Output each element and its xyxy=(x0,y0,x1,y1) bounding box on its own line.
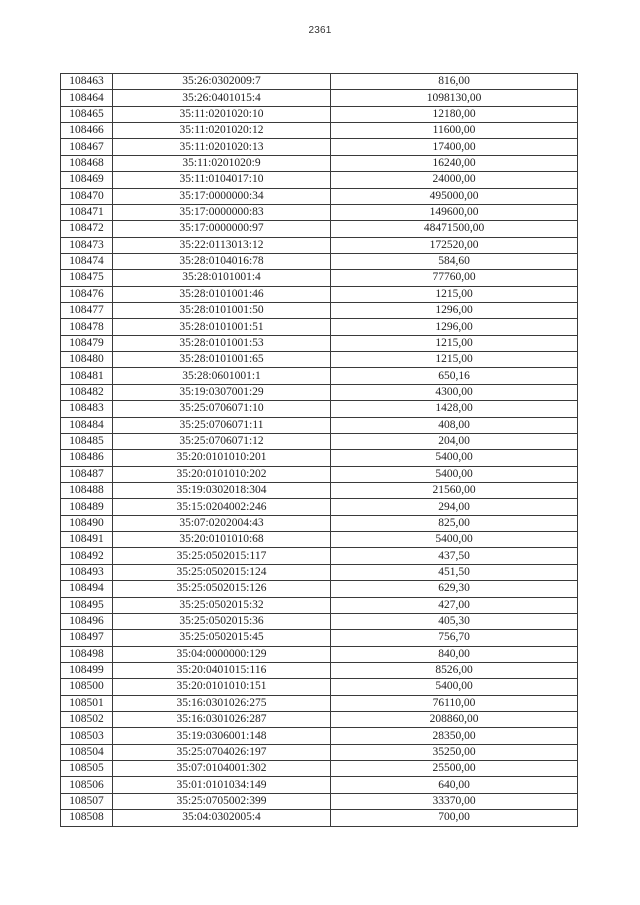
value-cell: 76110,00 xyxy=(331,695,578,711)
table-row xyxy=(61,90,578,106)
row-number-cell: 108471 xyxy=(61,204,113,220)
value-cell: 840,00 xyxy=(331,646,578,662)
value-cell: 408,00 xyxy=(331,417,578,433)
table-row xyxy=(61,646,578,662)
value-cell: 1215,00 xyxy=(331,352,578,368)
value-cell: 35250,00 xyxy=(331,744,578,760)
row-number-cell: 108505 xyxy=(61,761,113,777)
row-number-cell: 108491 xyxy=(61,532,113,548)
table-row xyxy=(61,123,578,139)
value-cell: 5400,00 xyxy=(331,679,578,695)
table-row xyxy=(61,761,578,777)
row-number-cell: 108474 xyxy=(61,253,113,269)
row-number-cell: 108485 xyxy=(61,433,113,449)
row-number-cell: 108469 xyxy=(61,172,113,188)
cadastral-number-cell: 35:25:0502015:117 xyxy=(113,548,331,564)
value-cell: 21560,00 xyxy=(331,482,578,498)
value-cell: 25500,00 xyxy=(331,761,578,777)
cadastral-number-cell: 35:25:0502015:45 xyxy=(113,630,331,646)
value-cell: 437,50 xyxy=(331,548,578,564)
cadastral-number-cell: 35:11:0201020:13 xyxy=(113,139,331,155)
table-row xyxy=(61,597,578,613)
value-cell: 451,50 xyxy=(331,564,578,580)
value-cell: 629,30 xyxy=(331,581,578,597)
value-cell: 1215,00 xyxy=(331,335,578,351)
cadastral-number-cell: 35:11:0201020:9 xyxy=(113,155,331,171)
row-number-cell: 108502 xyxy=(61,712,113,728)
table-row xyxy=(61,155,578,171)
table-row xyxy=(61,237,578,253)
table-row xyxy=(61,728,578,744)
table-row xyxy=(61,532,578,548)
cadastral-number-cell: 35:19:0306001:148 xyxy=(113,728,331,744)
cadastral-number-cell: 35:07:0202004:43 xyxy=(113,515,331,531)
cadastral-number-cell: 35:20:0401015:116 xyxy=(113,662,331,678)
row-number-cell: 108481 xyxy=(61,368,113,384)
cadastral-number-cell: 35:16:0301026:287 xyxy=(113,712,331,728)
table-row xyxy=(61,74,578,90)
cadastral-number-cell: 35:19:0302018:304 xyxy=(113,482,331,498)
value-cell: 816,00 xyxy=(331,74,578,90)
table-row xyxy=(61,810,578,826)
value-cell: 24000,00 xyxy=(331,172,578,188)
table-row xyxy=(61,139,578,155)
value-cell: 1098130,00 xyxy=(331,90,578,106)
value-cell: 5400,00 xyxy=(331,450,578,466)
row-number-cell: 108482 xyxy=(61,384,113,400)
cadastral-number-cell: 35:28:0101001:4 xyxy=(113,270,331,286)
cadastral-number-cell: 35:01:0101034:149 xyxy=(113,777,331,793)
value-cell: 1296,00 xyxy=(331,303,578,319)
value-cell: 4300,00 xyxy=(331,384,578,400)
cadastral-number-cell: 35:17:0000000:34 xyxy=(113,188,331,204)
value-cell: 33370,00 xyxy=(331,793,578,809)
table-row xyxy=(61,204,578,220)
table-row xyxy=(61,581,578,597)
row-number-cell: 108466 xyxy=(61,123,113,139)
table-body xyxy=(61,74,578,827)
value-cell: 172520,00 xyxy=(331,237,578,253)
table-row xyxy=(61,548,578,564)
row-number-cell: 108494 xyxy=(61,581,113,597)
data-table xyxy=(60,73,578,827)
page-number: 2361 xyxy=(308,25,332,36)
cadastral-number-cell: 35:22:0113013:12 xyxy=(113,237,331,253)
cadastral-number-cell: 35:28:0101001:50 xyxy=(113,303,331,319)
table-row xyxy=(61,450,578,466)
row-number-cell: 108467 xyxy=(61,139,113,155)
table-row xyxy=(61,744,578,760)
row-number-cell: 108472 xyxy=(61,221,113,237)
cadastral-number-cell: 35:28:0101001:53 xyxy=(113,335,331,351)
value-cell: 405,30 xyxy=(331,613,578,629)
row-number-cell: 108479 xyxy=(61,335,113,351)
table-row xyxy=(61,172,578,188)
row-number-cell: 108499 xyxy=(61,662,113,678)
table-row xyxy=(61,793,578,809)
row-number-cell: 108496 xyxy=(61,613,113,629)
cadastral-number-cell: 35:28:0601001:1 xyxy=(113,368,331,384)
cadastral-number-cell: 35:25:0502015:126 xyxy=(113,581,331,597)
table-row xyxy=(61,368,578,384)
table-row xyxy=(61,401,578,417)
row-number-cell: 108464 xyxy=(61,90,113,106)
value-cell: 77760,00 xyxy=(331,270,578,286)
value-cell: 1215,00 xyxy=(331,286,578,302)
row-number-cell: 108465 xyxy=(61,106,113,122)
value-cell: 16240,00 xyxy=(331,155,578,171)
row-number-cell: 108489 xyxy=(61,499,113,515)
cadastral-number-cell: 35:15:0204002:246 xyxy=(113,499,331,515)
row-number-cell: 108503 xyxy=(61,728,113,744)
table-row xyxy=(61,515,578,531)
row-number-cell: 108484 xyxy=(61,417,113,433)
value-cell: 495000,00 xyxy=(331,188,578,204)
table-row xyxy=(61,630,578,646)
cadastral-number-cell: 35:25:0502015:124 xyxy=(113,564,331,580)
row-number-cell: 108486 xyxy=(61,450,113,466)
table-row xyxy=(61,777,578,793)
value-cell: 48471500,00 xyxy=(331,221,578,237)
value-cell: 17400,00 xyxy=(331,139,578,155)
value-cell: 8526,00 xyxy=(331,662,578,678)
cadastral-number-cell: 35:20:0101010:202 xyxy=(113,466,331,482)
value-cell: 584,60 xyxy=(331,253,578,269)
row-number-cell: 108507 xyxy=(61,793,113,809)
row-number-cell: 108483 xyxy=(61,401,113,417)
value-cell: 756,70 xyxy=(331,630,578,646)
cadastral-number-cell: 35:25:0706071:12 xyxy=(113,433,331,449)
table-row xyxy=(61,499,578,515)
cadastral-number-cell: 35:20:0101010:201 xyxy=(113,450,331,466)
table-row xyxy=(61,712,578,728)
value-cell: 28350,00 xyxy=(331,728,578,744)
row-number-cell: 108478 xyxy=(61,319,113,335)
value-cell: 650,16 xyxy=(331,368,578,384)
table-row xyxy=(61,695,578,711)
value-cell: 1296,00 xyxy=(331,319,578,335)
cadastral-number-cell: 35:26:0401015:4 xyxy=(113,90,331,106)
table-row xyxy=(61,433,578,449)
row-number-cell: 108500 xyxy=(61,679,113,695)
row-number-cell: 108493 xyxy=(61,564,113,580)
value-cell: 294,00 xyxy=(331,499,578,515)
value-cell: 204,00 xyxy=(331,433,578,449)
table-row xyxy=(61,417,578,433)
row-number-cell: 108475 xyxy=(61,270,113,286)
row-number-cell: 108463 xyxy=(61,74,113,90)
table-row xyxy=(61,482,578,498)
cadastral-number-cell: 35:11:0104017:10 xyxy=(113,172,331,188)
cadastral-number-cell: 35:26:0302009:7 xyxy=(113,74,331,90)
row-number-cell: 108477 xyxy=(61,303,113,319)
value-cell: 208860,00 xyxy=(331,712,578,728)
table-row xyxy=(61,270,578,286)
table-row xyxy=(61,188,578,204)
table-row xyxy=(61,384,578,400)
cadastral-number-cell: 35:25:0705002:399 xyxy=(113,793,331,809)
row-number-cell: 108492 xyxy=(61,548,113,564)
cadastral-number-cell: 35:28:0101001:46 xyxy=(113,286,331,302)
cadastral-number-cell: 35:07:0104001:302 xyxy=(113,761,331,777)
cadastral-number-cell: 35:25:0706071:10 xyxy=(113,401,331,417)
table-row xyxy=(61,662,578,678)
cadastral-number-cell: 35:17:0000000:83 xyxy=(113,204,331,220)
row-number-cell: 108476 xyxy=(61,286,113,302)
row-number-cell: 108473 xyxy=(61,237,113,253)
cadastral-number-cell: 35:20:0101010:151 xyxy=(113,679,331,695)
cadastral-number-cell: 35:19:0307001:29 xyxy=(113,384,331,400)
cadastral-number-cell: 35:11:0201020:10 xyxy=(113,106,331,122)
cadastral-number-cell: 35:11:0201020:12 xyxy=(113,123,331,139)
row-number-cell: 108480 xyxy=(61,352,113,368)
row-number-cell: 108490 xyxy=(61,515,113,531)
row-number-cell: 108488 xyxy=(61,482,113,498)
table-row xyxy=(61,466,578,482)
value-cell: 1428,00 xyxy=(331,401,578,417)
row-number-cell: 108508 xyxy=(61,810,113,826)
cadastral-number-cell: 35:28:0104016:78 xyxy=(113,253,331,269)
table-row xyxy=(61,352,578,368)
value-cell: 149600,00 xyxy=(331,204,578,220)
row-number-cell: 108487 xyxy=(61,466,113,482)
table-row xyxy=(61,253,578,269)
cadastral-number-cell: 35:04:0302005:4 xyxy=(113,810,331,826)
row-number-cell: 108495 xyxy=(61,597,113,613)
table-row xyxy=(61,106,578,122)
row-number-cell: 108498 xyxy=(61,646,113,662)
row-number-cell: 108470 xyxy=(61,188,113,204)
row-number-cell: 108468 xyxy=(61,155,113,171)
cadastral-number-cell: 35:20:0101010:68 xyxy=(113,532,331,548)
table-row xyxy=(61,564,578,580)
table-row xyxy=(61,221,578,237)
value-cell: 640,00 xyxy=(331,777,578,793)
value-cell: 700,00 xyxy=(331,810,578,826)
value-cell: 5400,00 xyxy=(331,466,578,482)
table-row xyxy=(61,303,578,319)
value-cell: 427,00 xyxy=(331,597,578,613)
table-row xyxy=(61,613,578,629)
cadastral-number-cell: 35:25:0502015:36 xyxy=(113,613,331,629)
cadastral-number-cell: 35:25:0502015:32 xyxy=(113,597,331,613)
value-cell: 12180,00 xyxy=(331,106,578,122)
value-cell: 11600,00 xyxy=(331,123,578,139)
cadastral-number-cell: 35:28:0101001:65 xyxy=(113,352,331,368)
value-cell: 825,00 xyxy=(331,515,578,531)
row-number-cell: 108501 xyxy=(61,695,113,711)
cadastral-number-cell: 35:04:0000000:129 xyxy=(113,646,331,662)
value-cell: 5400,00 xyxy=(331,532,578,548)
cadastral-number-cell: 35:28:0101001:51 xyxy=(113,319,331,335)
table-row xyxy=(61,335,578,351)
table-row xyxy=(61,286,578,302)
table-row xyxy=(61,319,578,335)
row-number-cell: 108504 xyxy=(61,744,113,760)
row-number-cell: 108497 xyxy=(61,630,113,646)
cadastral-number-cell: 35:16:0301026:275 xyxy=(113,695,331,711)
table-row xyxy=(61,679,578,695)
cadastral-number-cell: 35:25:0706071:11 xyxy=(113,417,331,433)
row-number-cell: 108506 xyxy=(61,777,113,793)
cadastral-number-cell: 35:25:0704026:197 xyxy=(113,744,331,760)
cadastral-number-cell: 35:17:0000000:97 xyxy=(113,221,331,237)
